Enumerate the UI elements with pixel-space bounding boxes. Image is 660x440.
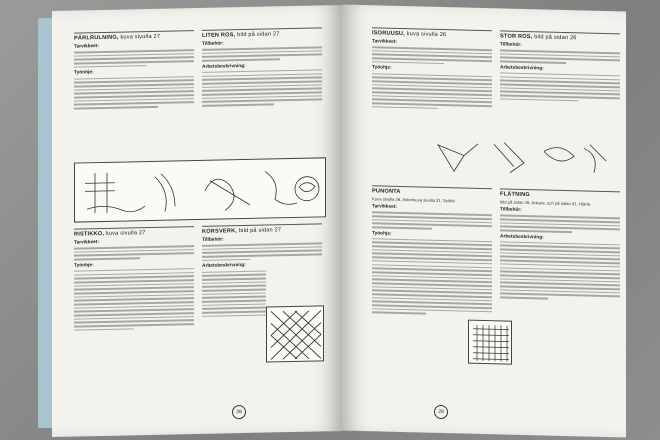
section-title: RISTIKKO, <box>74 230 105 238</box>
body-text <box>74 245 194 260</box>
section-subtitle: bild på sidan 27 <box>238 227 282 235</box>
materials-label: Tillbehör: <box>500 42 522 48</box>
body-text <box>500 49 620 65</box>
instructions-label: Arbetsbeskrivning: <box>500 65 544 72</box>
section-title: KORSVERK, <box>202 228 238 235</box>
instructions-label: Arbetsbeskrivning: <box>500 234 544 241</box>
right-page <box>342 5 626 438</box>
materials-label: Tarvikkeet: <box>74 44 99 50</box>
section-heading <box>202 223 322 235</box>
body-text <box>500 72 620 102</box>
section-title: FLÄTNING <box>500 191 530 199</box>
materials-label: Tarvikkeet: <box>74 240 99 246</box>
left-page <box>52 5 342 437</box>
body-text <box>372 73 492 111</box>
materials-label: Tillbehör: <box>202 237 224 243</box>
instructions-label: Työohje: <box>372 230 392 237</box>
body-text <box>202 69 322 106</box>
body-text <box>372 238 492 316</box>
section-title: LITEN ROS, <box>202 32 236 39</box>
section-heading <box>74 30 194 42</box>
section-heading <box>500 30 620 42</box>
body-text <box>500 215 620 234</box>
section-title: STOR ROS, <box>500 33 533 41</box>
left-page-column-1 <box>74 30 194 111</box>
section-heading <box>500 188 620 200</box>
knot-illustrations <box>75 158 327 223</box>
right-page-column-1-lower <box>372 185 492 318</box>
body-text <box>202 242 322 261</box>
page-number: 28 <box>232 405 246 419</box>
materials-label: Tillbehör: <box>500 207 522 214</box>
section-subtitle: bild på sidan 27 <box>237 31 280 39</box>
left-page-column-2 <box>202 27 322 108</box>
page-number: 29 <box>434 405 448 419</box>
section-subtitle: bild på sidan 26 <box>534 34 577 42</box>
section-title: ISORUUSU, <box>372 30 405 38</box>
materials-label: Tillbehör: <box>202 41 224 47</box>
body-text <box>74 49 194 68</box>
lattice-drawing <box>267 306 325 363</box>
instructions-label: Työohje: <box>74 70 94 77</box>
rose-folding-drawing <box>434 135 610 181</box>
section-heading <box>372 185 492 197</box>
section-subtitle: kuva sivulla 27 <box>105 230 146 237</box>
section-subtitle: bild på sidan 26, Ankare, och på sidan 31, Hjärta <box>500 199 591 207</box>
section-title: PUNONTA <box>372 188 401 195</box>
body-text <box>500 241 620 301</box>
left-page-column-1-lower <box>74 226 194 333</box>
instructions-label: Työohje: <box>372 65 392 72</box>
section-heading <box>74 226 194 238</box>
materials-label: Tarvikkeet: <box>372 39 397 45</box>
section-subtitle: Kuva sivulla 26, Ankerkuva sivulla 31, Syöttö <box>372 196 455 204</box>
section-title: PÄRLRULNING, <box>74 34 119 42</box>
instructions-label: Työohje: <box>74 262 94 269</box>
open-book <box>38 8 638 434</box>
right-page-column-1 <box>372 27 492 112</box>
weave-grid-drawing <box>469 321 513 366</box>
instructions-label: Arbetsbeskrivning: <box>202 63 246 70</box>
materials-label: Tarvikkeet: <box>372 204 397 211</box>
section-subtitle: kuva sivulla 26 <box>406 31 447 39</box>
right-page-column-2 <box>500 30 620 104</box>
body-text <box>372 212 492 231</box>
illustration-strip <box>74 157 326 222</box>
weave-grid-illustration <box>468 320 512 365</box>
body-text <box>202 270 266 317</box>
instructions-label: Arbetsbeskrivning: <box>202 263 246 270</box>
rose-illustration <box>434 135 610 181</box>
body-text <box>74 76 194 110</box>
right-page-column-2-lower <box>500 188 620 303</box>
lattice-illustration <box>266 305 324 362</box>
body-text <box>372 46 492 65</box>
body-text <box>74 268 194 331</box>
section-heading <box>372 27 492 39</box>
body-text <box>202 46 322 61</box>
section-subtitle: kuva sivulla 27 <box>120 33 161 41</box>
section-heading <box>202 27 322 39</box>
